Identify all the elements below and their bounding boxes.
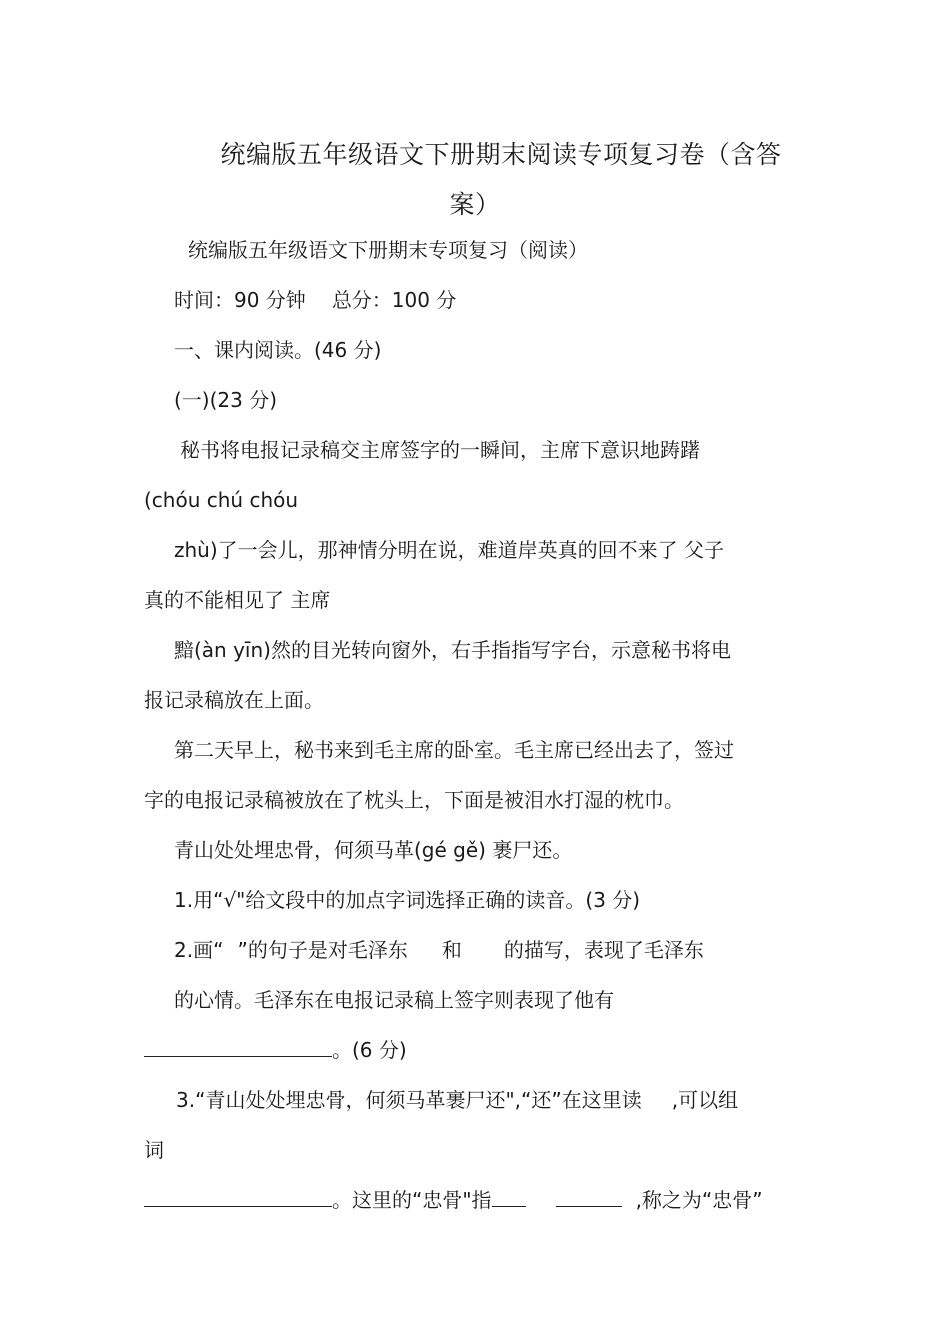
answer-blank[interactable] xyxy=(144,1184,332,1207)
passage-line: 秘书将电报记录稿交主席签字的一瞬间，主席下意识地踌躇 xyxy=(180,438,700,462)
passage-line: 真的不能相见了 主席 xyxy=(144,588,331,612)
document-title xyxy=(0,130,950,230)
answer-blank[interactable] xyxy=(556,1184,622,1207)
question-3-cont: 词 xyxy=(144,1138,164,1162)
title-line-1: 统编版五年级语文下册期末阅读专项复习卷（含答 xyxy=(220,140,782,169)
passage-line: 报记录稿放在上面。 xyxy=(144,688,324,712)
exam-info xyxy=(144,275,808,325)
exam-total-score: 总分：100 分 xyxy=(331,288,457,312)
question-2-cont: 的心情。毛泽东在电报记录稿上签字则表现了他有 xyxy=(174,988,614,1012)
question-2-end: 。(6 分) xyxy=(144,1025,808,1075)
exam-time: 时间：90 分钟 xyxy=(174,288,306,312)
section-heading: 一、课内阅读。(46 分) xyxy=(174,338,382,362)
subtitle: 统编版五年级语文下册期末专项复习（阅读） xyxy=(188,238,588,262)
passage-line: 黯(àn yīn)然的目光转向窗外，右手指指写字台，示意秘书将电 xyxy=(174,638,731,662)
title-line-2: 案） xyxy=(449,190,501,219)
question-3: 3.“青山处处埋忠骨，何须马革裹尸还",“还”在这里读 ,可以组 xyxy=(176,1088,739,1112)
answer-blank[interactable] xyxy=(144,1034,332,1057)
passage-line: 青山处处埋忠骨，何须马革(gé gě) 裹尸还。 xyxy=(174,838,573,862)
question-2: 2.画“ ”的句子是对毛泽东 和 的描写，表现了毛泽东 xyxy=(174,938,704,962)
answer-blank[interactable] xyxy=(492,1184,526,1207)
question-1: 1.用“√"给文段中的加点字词选择正确的读音。(3 分) xyxy=(174,888,641,912)
passage-line: (chóu chú chóu xyxy=(144,488,299,512)
passage-line: 第二天早上，秘书来到毛主席的卧室。毛主席已经出去了，签过 xyxy=(174,738,734,762)
question-3-end: 。这里的“忠骨"指 ,称之为“忠骨” xyxy=(144,1175,808,1225)
passage-line: zhù)了一会儿，那神情分明在说，难道岸英真的回不来了 父子 xyxy=(174,538,725,562)
passage-line: 字的电报记录稿被放在了枕头上，下面是被泪水打湿的枕巾。 xyxy=(144,788,684,812)
part-heading: (一)(23 分) xyxy=(174,388,278,412)
document-body xyxy=(144,225,808,1225)
